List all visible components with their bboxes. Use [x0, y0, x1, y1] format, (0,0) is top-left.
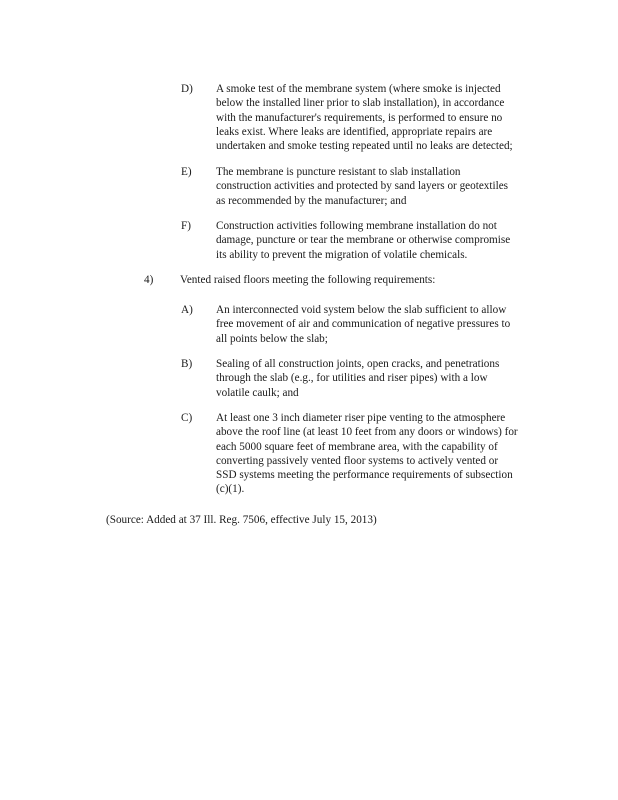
item-label-c: C) [181, 412, 193, 424]
item-text-4 [180, 273, 510, 287]
text-line: damage, puncture or tear the membrane or otherwise compromise [216, 234, 511, 247]
item-text-c [216, 411, 546, 497]
text-line: An interconnected void system below the slab sufficient to allow [216, 304, 507, 316]
text-line: above the roof line (at least 10 feet from any doors or windows) for [216, 426, 518, 439]
item-text-b [216, 357, 546, 400]
text-line: leaks exist. Where leaks are identified, appropriate repairs are [216, 125, 493, 138]
item-text-a [216, 303, 546, 346]
text-line: each 5000 square feet of membrane area, with the capability of [216, 440, 498, 453]
text-line: (c)(1). [216, 483, 245, 496]
text-line: through the slab (e.g., for utilities and riser pipes) with a low [216, 372, 488, 385]
text-line: undertaken and smoke testing repeated until no leaks are detected; [216, 140, 513, 153]
text-line: Construction activities following membrane installation do not [216, 220, 497, 232]
text-line: At least one 3 inch diameter riser pipe venting to the atmosphere [216, 412, 506, 424]
text-line: as recommended by the manufacturer; and [216, 194, 407, 207]
item-text-e [216, 165, 546, 208]
item-label-d: D) [181, 83, 193, 95]
text-line: its ability to prevent the migration of volatile chemicals. [216, 248, 468, 261]
item-label-e: E) [181, 166, 192, 178]
text-line: below the installed liner prior to slab installation), in accordance [216, 97, 505, 110]
text-line: Sealing of all construction joints, open cracks, and penetrations [216, 358, 500, 370]
item-text-d [216, 82, 546, 153]
item-text-f [216, 219, 546, 262]
text-line: The membrane is puncture resistant to slab installation [216, 166, 461, 178]
item-label-f: F) [181, 220, 191, 232]
item-label-b: B) [181, 358, 193, 370]
item-label-4: 4) [144, 274, 154, 286]
item-label-a: A) [181, 304, 193, 316]
text-line: all points below the slab; [216, 332, 328, 345]
text-line: converting passively vented floor systems to actively vented or [216, 454, 499, 467]
text-line: SSD systems meeting the performance requirements of subsection [216, 469, 513, 482]
source-note: (Source: Added at 37 Ill. Reg. 7506, effective July 15, 2013) [106, 514, 377, 526]
text-line: free movement of air and communication of negative pressures to [216, 318, 511, 331]
text-line: A smoke test of the membrane system (where smoke is injected [216, 83, 501, 95]
text-line: with the manufacturer's requirements, is performed to ensure no [216, 111, 503, 124]
text-line: volatile caulk; and [216, 386, 299, 399]
text-line: construction activities and protected by sand layers or geotextiles [216, 180, 509, 193]
text-line: Vented raised floors meeting the following requirements: [180, 274, 436, 286]
